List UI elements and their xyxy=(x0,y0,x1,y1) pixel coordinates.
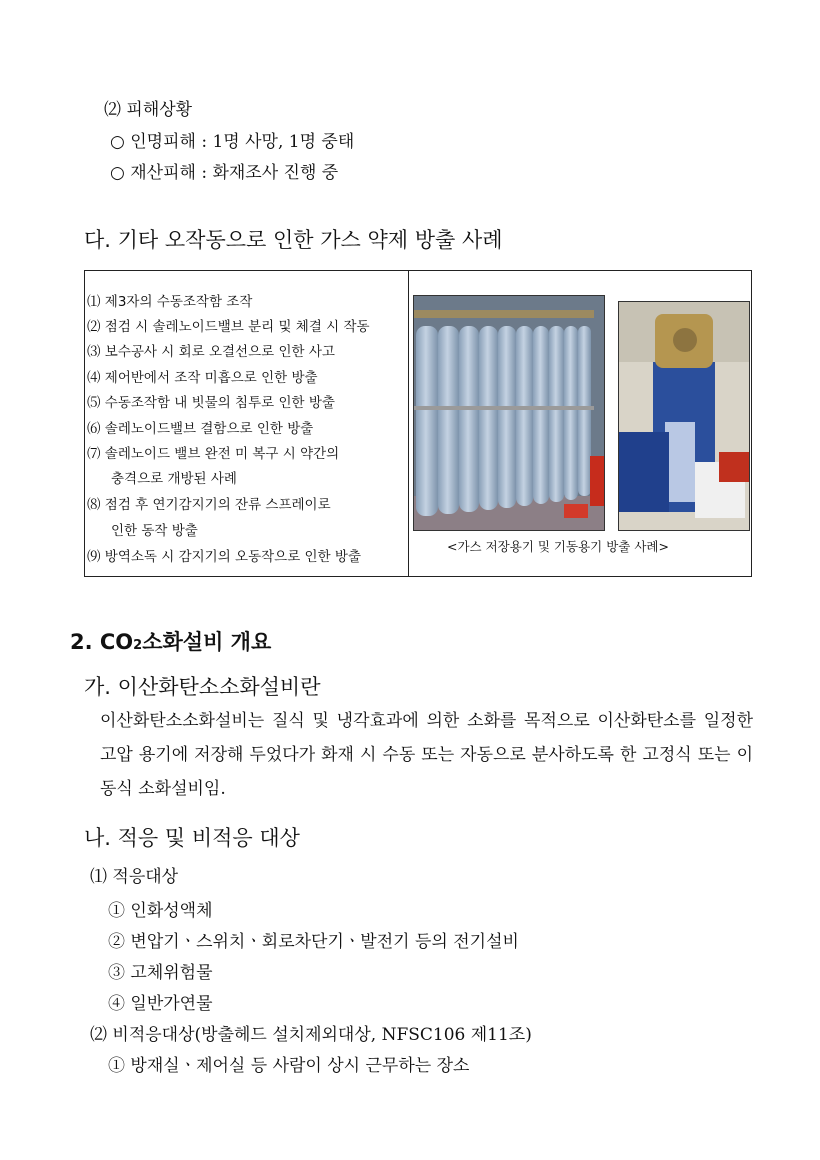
applicable-item: ② 변압기ㆍ스위치ㆍ회로차단기ㆍ발전기 등의 전기설비 xyxy=(108,932,519,952)
case-item: ⑹ 솔레노이드밸브 결함으로 인한 방출 xyxy=(87,421,314,437)
photo-caption: <가스 저장용기 및 기동용기 방출 사례> xyxy=(447,539,669,554)
cylinder-storage-photo xyxy=(413,295,605,531)
non-applicable-item: ① 방재실ㆍ제어실 등 사람이 상시 근무하는 장소 xyxy=(108,1056,470,1076)
case-item: ⑸ 수동조작함 내 빗물의 침투로 인한 방출 xyxy=(87,395,335,411)
section-ga-paragraph: 이산화탄소소화설비는 질식 및 냉각효과에 의한 소화를 목적으로 이산화탄소를 일정한 고압 용기에 저장해 두었다가 화재 시 수동 또는 자동으로 분사하도록 한 고정식 또는 이동식 소화설비임. xyxy=(100,711,753,799)
case-item: ⑼ 방역소독 시 감지기의 오동작으로 인한 방출 xyxy=(87,549,361,565)
actuator-valve-photo xyxy=(618,301,750,531)
damage-heading: ⑵ 피해상황 xyxy=(104,100,193,120)
case-item: ⑶ 보수공사 시 회로 오결선으로 인한 사고 xyxy=(87,344,335,360)
case-item: ⑻ 점검 후 연기감지기의 잔류 스프레이로 xyxy=(87,497,331,513)
case-item-cont: 충격으로 개방된 사례 xyxy=(111,471,237,487)
damage-item-property: ○ 재산피해 : 화재조사 진행 중 xyxy=(110,163,339,183)
case-item: ⑷ 제어반에서 조작 미흡으로 인한 방출 xyxy=(87,370,318,386)
section-da-title: 다. 기타 오작동으로 인한 가스 약제 방출 사례 xyxy=(84,228,503,252)
case-item: ⑵ 점검 시 솔레노이드밸브 분리 및 체결 시 작동 xyxy=(87,319,370,335)
case-item: ⑺ 솔레노이드 밸브 완전 미 복구 시 약간의 xyxy=(87,446,340,462)
section-2-title: 2. CO2소화설비 개요 xyxy=(70,630,272,654)
case-table xyxy=(84,270,752,577)
applicable-item: ① 인화성액체 xyxy=(108,901,213,921)
applicable-heading: ⑴ 적응대상 xyxy=(90,867,179,887)
non-applicable-heading: ⑵ 비적응대상(방출헤드 설치제외대상, NFSC106 제11조) xyxy=(90,1025,532,1045)
case-item-cont: 인한 동작 방출 xyxy=(111,523,198,539)
section-ga-title: 가. 이산화탄소소화설비란 xyxy=(84,675,321,699)
applicable-item: ④ 일반가연물 xyxy=(108,994,213,1014)
applicable-item: ③ 고체위험물 xyxy=(108,963,213,983)
table-divider xyxy=(408,271,409,576)
damage-item-human: ○ 인명피해 : 1명 사망, 1명 중태 xyxy=(110,132,355,152)
section-na-title: 나. 적응 및 비적응 대상 xyxy=(84,826,300,850)
case-item: ⑴ 제3자의 수동조작함 조작 xyxy=(87,294,253,310)
